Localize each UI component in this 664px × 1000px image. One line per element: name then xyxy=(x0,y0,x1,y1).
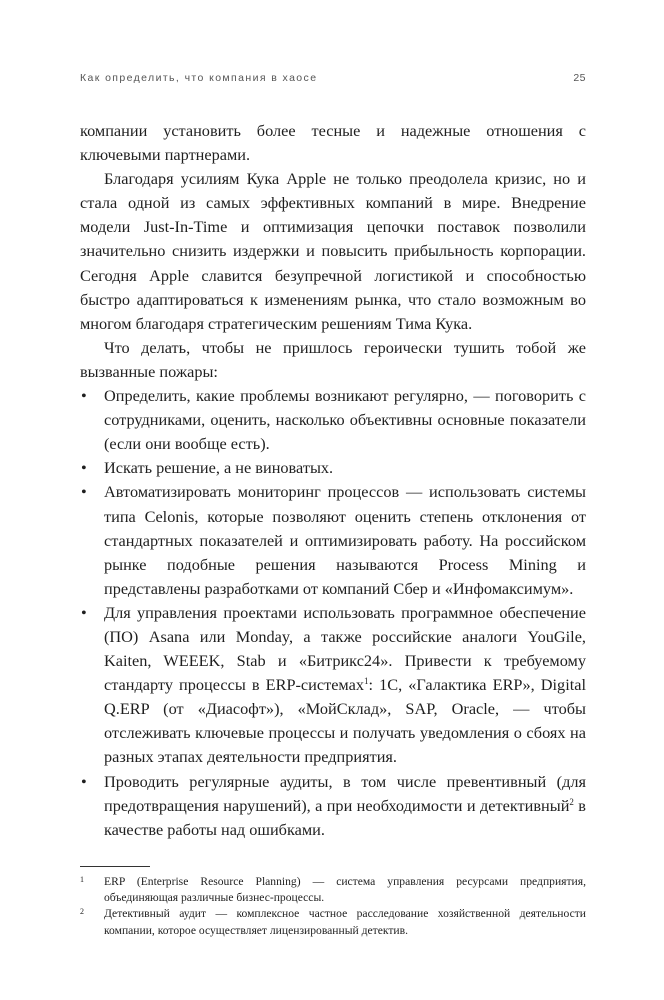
list-item-text-after: : 1С, «Галактика ERP», Digital Q.ERP (от «Диасофт»), «МойСклад», SAP, Oracle, — чтобы отслеживать ключевые процессы и получать уведомления о сбоях на разных этапах деятельности предприятия. xyxy=(104,675,586,767)
list-item-text: Искать решение, а не виноватых. xyxy=(104,458,334,478)
list-item-text-before: Для управления проектами использовать программное обеспечение (ПО) Asana или Monday, а также российские аналоги YouGile, Kaiten, WEEEK, Stab и «Битрикс24». Привести к требуемому стандарту процессы в ERP-системах xyxy=(104,602,586,695)
bullet-icon: • xyxy=(81,458,87,478)
footnote-divider xyxy=(80,866,150,867)
list-item xyxy=(80,480,586,600)
footnote-1 xyxy=(80,874,586,906)
bullet-icon: • xyxy=(81,771,87,791)
page-number: 25 xyxy=(573,72,586,84)
bullet-icon: • xyxy=(81,386,87,406)
footnote-number: 2 xyxy=(80,907,84,917)
footnotes xyxy=(80,874,586,939)
footnote-text: Детективный аудит — комплексное частное расследование хозяйственной деятельности компании, которое осуществляет лицензированный детектив. xyxy=(104,907,586,937)
paragraph-continuation: компании установить более тесные и надежные отношения с ключевыми партнерами. xyxy=(80,121,586,165)
list-item xyxy=(80,770,586,842)
footnote-number: 1 xyxy=(80,875,84,884)
bullet-icon: • xyxy=(81,602,87,622)
footnote-text: ERP (Enterprise Resource Planning) — система управления ресурсами предприятия, объединяющая различные бизнес-процессы. xyxy=(104,875,586,905)
recommendation-list xyxy=(80,384,586,842)
footnote-2 xyxy=(80,906,586,938)
footnote-ref-2: 2 xyxy=(569,796,574,807)
running-head xyxy=(80,72,586,90)
body-text xyxy=(80,119,586,842)
list-item-text: Автоматизировать мониторинг процессов — использовать системы типа Celonis, которые позволяют оценить степень отклонения от стандартных показателей и оптимизировать работу. На российском рынке подобные решения называются Process Mining и представлены разработками от компаний Сбер и «Инфомаксимум». xyxy=(104,482,586,598)
footnote-ref-1: 1 xyxy=(363,676,369,687)
list-item-text: Определить, какие проблемы возникают регулярно, — поговорить с сотрудниками, оценить, насколько объективны основные показатели (если они вообще есть). xyxy=(104,386,586,454)
list-item xyxy=(80,384,586,456)
list-item-text-after: в качестве работы над ошибками. xyxy=(104,795,586,839)
list-item xyxy=(80,601,586,770)
bullet-icon: • xyxy=(81,482,87,502)
paragraph-apple: Благодаря усилиям Кука Apple не только преодолела кризис, но и стала одной из самых эффективных компаний в мире. Внедрение модели Just-In-Time и оптимизация цепочки поставок позволили значительно снизить издержки и повысить прибыльность корпорации. Сегодня Apple славится безупречной логистикой и способностью быстро адаптироваться к изменениям рынка, что стало возможным во многом благодаря стратегическим решениям Тима Кука. xyxy=(80,169,586,333)
running-head-title: Как определить, что компания в хаосе xyxy=(80,72,318,84)
paragraph-what-to-do: Что делать, чтобы не пришлось героически тушить тобой же вызванные пожары: xyxy=(80,337,586,381)
list-item xyxy=(80,456,586,480)
list-item-text-before: Проводить регулярные аудиты, в том числе превентивный (для предотвращения нарушений), а при необходимости и детективный xyxy=(104,771,586,815)
